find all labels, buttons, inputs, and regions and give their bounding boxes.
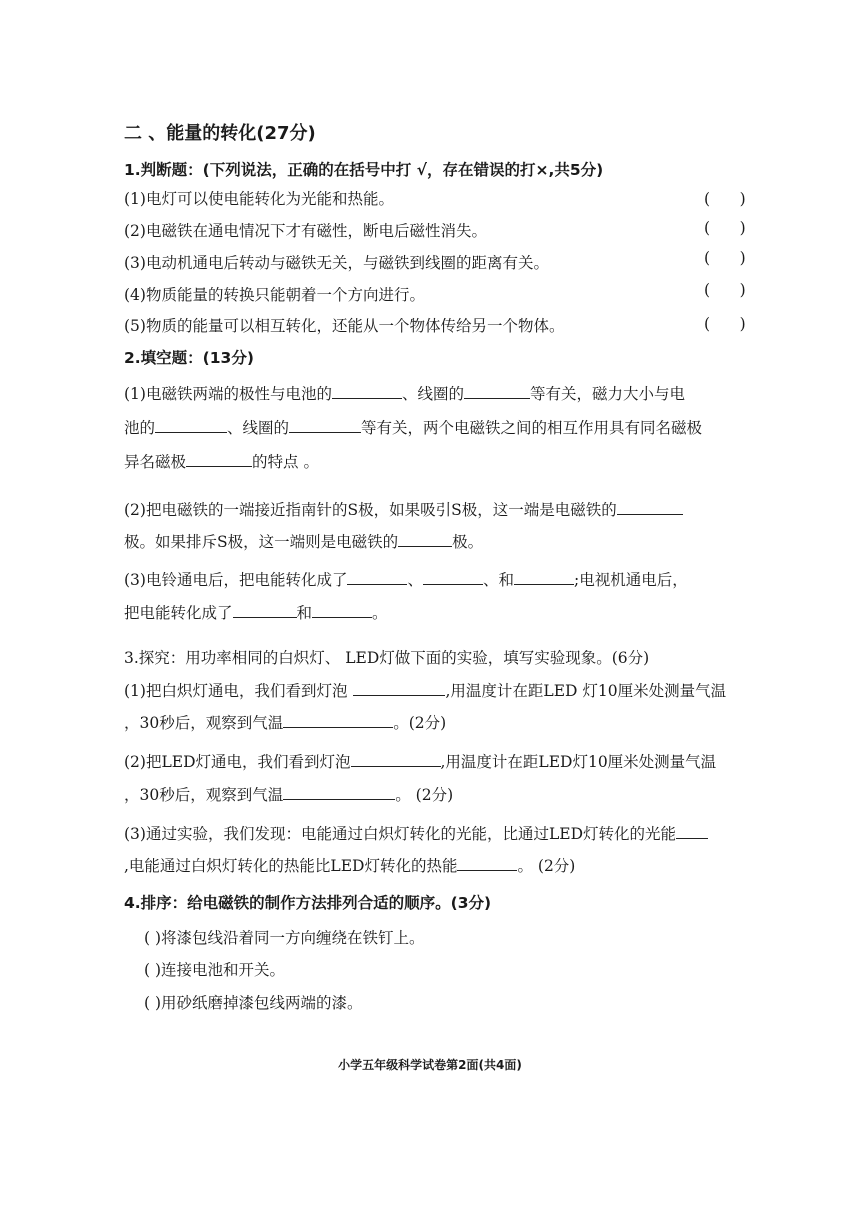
q2-p1-blank-1[interactable] [332, 384, 402, 399]
q2-p3-text-c: 、和 [482, 571, 514, 589]
q1-item-4: (4)物质能量的转换只能朝着一个方向进行。 [124, 286, 425, 304]
q3-p3-line2 [124, 856, 575, 876]
q3-p1-text-d: 。(2分) [393, 714, 447, 732]
q1-item-2: (2)电磁铁在通电情况下才有磁性，断电后磁性消失。 [124, 222, 487, 240]
q3-p3-text-b: ,电能通过白炽灯转化的热能比LED灯转化的热能 [124, 857, 458, 875]
q3-p1-text-c: ，30秒后，观察到气温 [124, 714, 284, 732]
q2-p3-line2 [124, 603, 388, 623]
q4-heading: 4.排序：给电磁铁的制作方法排列合适的顺序。(3分) [124, 894, 492, 912]
q2-p3-text-d: ;电视机通电后， [574, 571, 688, 589]
q2-p1-text-a: (1)电磁铁两端的极性与电池的 [124, 385, 332, 403]
q2-p3-blank-5[interactable] [312, 603, 372, 618]
q3-p3-line1 [124, 824, 708, 844]
q2-p1-blank-2[interactable] [464, 384, 530, 399]
q4-item-2[interactable]: ( )连接电池和开关。 [144, 961, 286, 979]
q2-p3-blank-4[interactable] [233, 603, 297, 618]
q1-heading: 1.判断题：(下列说法，正确的在括号中打 √，存在错误的打×,共5分) [124, 161, 604, 179]
q3-p1-blank-2[interactable] [283, 713, 393, 728]
q2-p3-line1 [124, 570, 688, 590]
q2-p3-text-a: (3)电铃通电后，把电能转化成了 [124, 571, 348, 589]
q3-p2-blank-2[interactable] [283, 785, 395, 800]
q2-p3-blank-1[interactable] [347, 570, 407, 585]
page-footer: 小学五年级科学试卷第2面(共4面) [338, 1058, 522, 1072]
q4-item-1[interactable]: ( )将漆包线沿着同一方向缠绕在铁钉上。 [144, 929, 425, 947]
q2-p2-line1 [124, 500, 683, 520]
q3-p2-line1 [124, 752, 716, 772]
q1-answer-paren-1[interactable]: ( ) [704, 190, 746, 208]
q2-p1-blank-5[interactable] [186, 452, 252, 467]
q2-p1-text-h: 的特点 。 [252, 453, 319, 471]
q2-p2-blank-2[interactable] [398, 532, 452, 547]
q3-p2-text-c: ，30秒后，观察到气温 [124, 786, 284, 804]
q2-p1-line1 [124, 384, 685, 404]
q2-p1-text-b: 、线圈的 [401, 385, 464, 403]
q2-p1-blank-3[interactable] [155, 418, 227, 433]
q3-p1-line1 [124, 681, 726, 701]
q2-p1-text-d: 池的 [124, 419, 156, 437]
q2-p1-line2 [124, 418, 702, 438]
q2-p1-text-e: 、线圈的 [227, 419, 290, 437]
q1-item-1: (1)电灯可以使电能转化为光能和热能。 [124, 190, 394, 208]
q3-p3-text-c: 。 (2分) [517, 857, 576, 875]
q2-p1-blank-4[interactable] [289, 418, 361, 433]
section-title: 二 、能量的转化(27分) [124, 123, 316, 144]
q2-p3-blank-3[interactable] [514, 570, 574, 585]
q1-answer-paren-4[interactable]: ( ) [704, 281, 746, 299]
q2-p1-line3 [124, 452, 319, 472]
q1-answer-paren-5[interactable]: ( ) [704, 315, 746, 333]
q2-heading: 2.填空题：(13分) [124, 349, 254, 367]
q3-p3-text-a: (3)通过实验，我们发现：电能通过白炽灯转化的光能，比通过LED灯转化的光能 [124, 825, 676, 843]
q3-p1-blank-1[interactable] [353, 681, 445, 696]
q1-answer-paren-3[interactable]: ( ) [704, 249, 746, 267]
q2-p2-text-c: 极。 [452, 533, 484, 551]
q2-p3-text-e: 把电能转化成了 [124, 604, 233, 622]
q2-p3-text-g: 。 [372, 604, 388, 622]
q3-p3-blank-1[interactable] [676, 824, 708, 839]
q1-item-3: (3)电动机通电后转动与磁铁无关，与磁铁到线圈的距离有关。 [124, 254, 549, 272]
q1-answer-paren-2[interactable]: ( ) [704, 219, 746, 237]
q2-p2-text-b: 极。如果排斥S极，这一端则是电磁铁的 [124, 533, 399, 551]
q3-p2-text-b: ,用温度计在距LED灯10厘米处测量气温 [440, 753, 717, 771]
q2-p1-text-f: 等有关，两个电磁铁之间的相互作用具有同名磁极 [361, 419, 703, 437]
q2-p3-text-b: 、 [407, 571, 423, 589]
q3-p3-blank-2[interactable] [457, 856, 517, 871]
q2-p1-text-g: 异名磁极 [124, 453, 187, 471]
q3-p1-line2 [124, 713, 446, 733]
q2-p3-blank-2[interactable] [423, 570, 483, 585]
q3-p2-text-d: 。 (2分) [395, 786, 454, 804]
q3-p2-blank-1[interactable] [351, 752, 441, 767]
q3-p1-text-a: (1)把白炽灯通电，我们看到灯泡 [124, 682, 348, 700]
q2-p3-text-f: 和 [296, 604, 313, 622]
q3-heading: 3.探究：用功率相同的白炽灯、 LED灯做下面的实验，填写实验现象。(6分) [124, 649, 650, 667]
q3-p1-text-b: ,用温度计在距LED 灯10厘米处测量气温 [445, 682, 727, 700]
q1-item-5: (5)物质的能量可以相互转化，还能从一个物体传给另一个物体。 [124, 317, 565, 335]
q3-p2-text-a: (2)把LED灯通电，我们看到灯泡 [124, 753, 351, 771]
q2-p1-text-c: 等有关，磁力大小与电 [529, 385, 685, 403]
q4-item-3[interactable]: ( )用砂纸磨掉漆包线两端的漆。 [144, 994, 363, 1012]
q2-p2-blank-1[interactable] [617, 500, 683, 515]
q2-p2-line2 [124, 532, 483, 552]
q2-p2-text-a: (2)把电磁铁的一端接近指南针的S极，如果吸引S极，这一端是电磁铁的 [124, 501, 617, 519]
q3-p2-line2 [124, 785, 453, 805]
